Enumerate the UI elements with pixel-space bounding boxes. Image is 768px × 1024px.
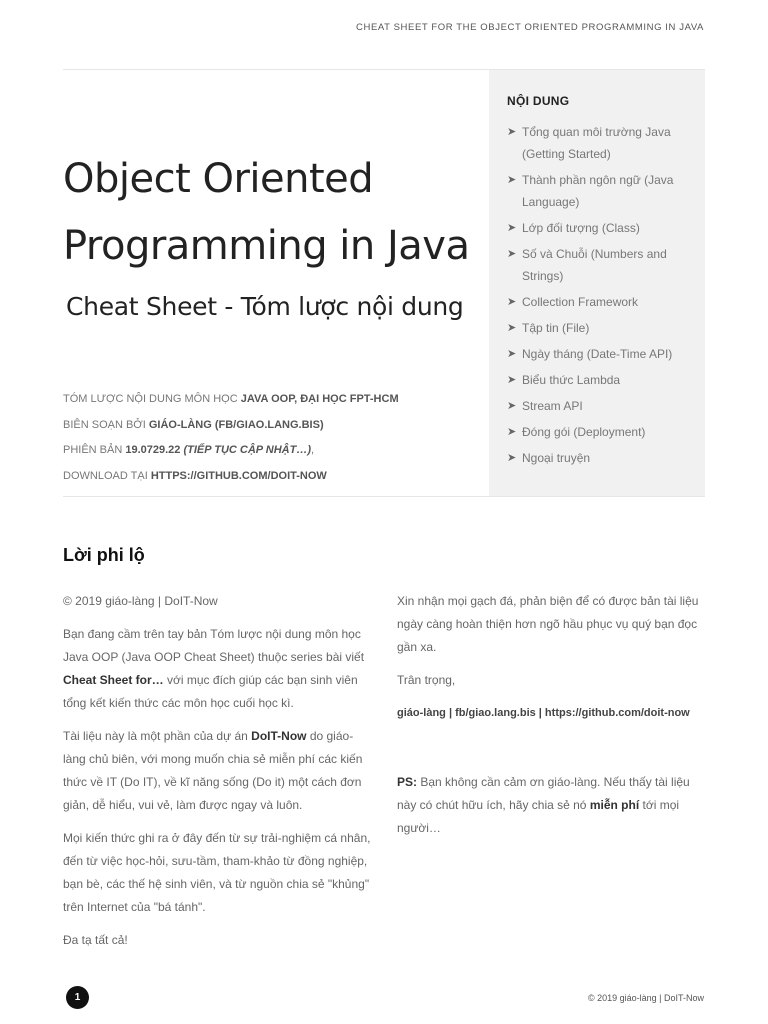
meta-note: (TIẾP TỤC CẬP NHẬT…): [183, 444, 311, 456]
toc-item[interactable]: [507, 291, 697, 313]
toc-item-label: Tập tin (File): [522, 321, 590, 335]
preface-left-column: [63, 590, 373, 962]
meta-version: [63, 438, 483, 464]
chevron-right-icon: ➤: [507, 400, 517, 412]
preface-paragraph: Xin nhận mọi gạch đá, phản biện để có được bản tài liệu ngày càng hoàn thiện hơn ngõ hầu phục vụ quý bạn đọc gần xa.: [397, 594, 699, 654]
toc-item[interactable]: [507, 343, 697, 365]
preface-paragraph: [63, 623, 373, 715]
paragraph-text: Bạn đang cầm trên tay bản Tóm lược nội dung môn học Java OOP (Java OOP Cheat Sheet) thuộc series bài viết: [63, 627, 365, 664]
preface-postscript: [397, 771, 707, 840]
document-title: [63, 146, 483, 280]
meta-author: [63, 413, 483, 439]
toc-item-label: Lớp đối tượng (Class): [522, 221, 640, 235]
meta-label: PHIÊN BẢN: [63, 444, 126, 456]
preface-heading: Lời phi lộ: [63, 545, 145, 565]
chevron-right-icon: ➤: [507, 296, 517, 308]
meta-suffix: ,: [311, 444, 315, 456]
preface-signature: giáo-làng | fb/giao.lang.bis | https://github.com/doit-now: [397, 707, 690, 719]
paragraph-text: tới mọi người…: [397, 798, 680, 835]
chevron-right-icon: ➤: [507, 222, 517, 234]
chevron-right-icon: ➤: [507, 426, 517, 438]
page-number-badge: 1: [66, 986, 89, 1009]
toc-item-label: Ngày tháng (Date-Time API): [522, 347, 673, 361]
document-meta: [63, 387, 483, 489]
chevron-right-icon: ➤: [507, 126, 517, 138]
table-of-contents: [489, 70, 705, 496]
chevron-right-icon: ➤: [507, 348, 517, 360]
toc-item[interactable]: [507, 369, 697, 391]
ps-label: PS:: [397, 775, 418, 789]
toc-item[interactable]: [507, 395, 697, 417]
document-subtitle: Cheat Sheet - Tóm lược nội dung: [66, 292, 464, 321]
toc-item-label: Số và Chuỗi (Numbers and Strings): [522, 247, 667, 283]
meta-value: GIÁO-LÀNG (FB/GIAO.LANG.BIS): [148, 418, 324, 431]
chevron-right-icon: ➤: [507, 248, 517, 260]
page-footer: © 2019 giáo-làng | DoIT-Now: [587, 993, 704, 1003]
preface-paragraph: [63, 725, 373, 817]
meta-value: JAVA OOP, ĐẠI HỌC FPT-HCM: [240, 393, 399, 405]
paragraph-text: Tài liệu này là một phần của dự án: [63, 729, 252, 743]
meta-download-link[interactable]: HTTPS://GITHUB.COM/DOIT-NOW: [150, 469, 327, 482]
paragraph-text: do giáo-làng chủ biên, với mong muốn chia sẻ miễn phí các kiến thức về IT (Do IT), về kĩ năng sống (Do it) một cách đơn giản, dễ hiểu, vui vẻ, làm được ngay và luôn.: [63, 729, 363, 812]
preface-copyright: © 2019 giáo-làng | DoIT-Now: [63, 594, 218, 608]
paragraph-emphasis: miễn phí: [589, 798, 640, 812]
chevron-right-icon: ➤: [507, 452, 517, 464]
toc-item[interactable]: [507, 121, 697, 165]
chevron-right-icon: ➤: [507, 322, 517, 334]
toc-item[interactable]: [507, 217, 697, 239]
spacer: [397, 735, 707, 771]
toc-item-label: Stream API: [522, 399, 583, 413]
section-divider: [63, 496, 705, 497]
toc-heading: NỘI DUNG: [507, 94, 570, 108]
toc-item[interactable]: [507, 421, 697, 443]
toc-item[interactable]: [507, 169, 697, 213]
title-line-1: Object Oriented: [63, 156, 374, 202]
meta-download: [63, 464, 483, 490]
title-line-2: Programming in Java: [63, 223, 470, 269]
paragraph-text: Bạn không cần cảm ơn giáo-làng. Nếu thấy tài liệu này có chút hữu ích, hãy chia sẻ nó: [397, 775, 690, 812]
chevron-right-icon: ➤: [507, 174, 517, 186]
toc-item-label: Ngoại truyện: [522, 451, 591, 465]
meta-value: 19.0729.22: [125, 444, 184, 456]
toc-item[interactable]: [507, 243, 697, 287]
paragraph-text: với mục đích giúp các bạn sinh viên tổng kết kiến thức các môn học cuối học kì.: [63, 673, 358, 710]
paragraph-emphasis: Cheat Sheet for…: [63, 673, 164, 687]
toc-item[interactable]: [507, 447, 697, 469]
toc-item-label: Tổng quan môi trường Java (Getting Started): [522, 125, 671, 161]
meta-label: BIÊN SOẠN BỞI: [63, 418, 149, 431]
meta-label: TÓM LƯỢC NỘI DUNG MÔN HỌC: [63, 393, 241, 405]
preface-right-column: [397, 590, 707, 850]
preface-paragraph: Mọi kiến thức ghi ra ở đây đến từ sự trải-nghiệm cá nhân, đến từ việc học-hỏi, sưu-tầm, tham-khảo từ đồng nghiệp, bạn bè, các thế hệ sinh viên, và từ nguồn chia sẻ "khủng" trên Internet của "bá tánh".: [63, 831, 371, 914]
chevron-right-icon: ➤: [507, 374, 517, 386]
running-header: CHEAT SHEET FOR THE OBJECT ORIENTED PROGRAMMING IN JAVA: [356, 22, 704, 33]
toc-item-label: Collection Framework: [522, 295, 639, 309]
paragraph-emphasis: DoIT-Now: [251, 729, 307, 743]
toc-item[interactable]: [507, 317, 697, 339]
toc-item-label: Thành phần ngôn ngữ (Java Language): [522, 173, 674, 209]
meta-course: [63, 387, 483, 413]
preface-thanks: Đa tạ tất cả!: [63, 933, 128, 947]
toc-item-label: Đóng gói (Deployment): [522, 425, 646, 439]
toc-list: [507, 121, 697, 473]
meta-label: DOWNLOAD TẠI: [63, 469, 151, 482]
toc-item-label: Biểu thức Lambda: [522, 373, 621, 387]
preface-closing: Trân trọng,: [397, 673, 456, 687]
